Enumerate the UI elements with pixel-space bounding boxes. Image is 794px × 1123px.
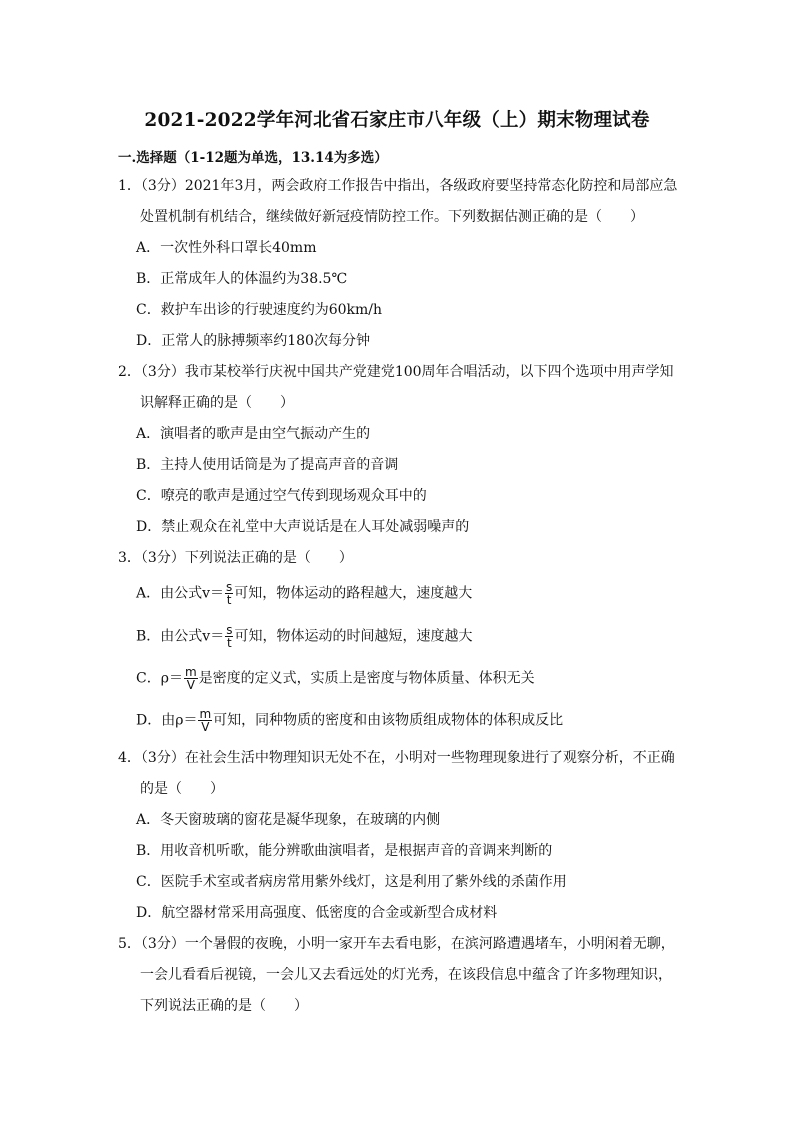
question-4-option-a: A．冬天窗玻璃的窗花是凝华现象，在玻璃的内侧 [136, 812, 441, 828]
option-b-prefix: B．由公式v＝ [136, 628, 225, 645]
fraction-denominator: V [201, 720, 210, 734]
question-1-option-c: C．救护车出诊的行驶速度约为60km/h [136, 302, 383, 318]
question-4-option-b: B．用收音机听歌，能分辨歌曲演唱者，是根据声音的音调来判断的 [136, 843, 553, 859]
question-1-stem-line-2: 处置机制有机结合，继续做好新冠疫情防控工作。下列数据估测正确的是（ ） [140, 209, 644, 225]
option-d-prefix: D．由ρ＝ [136, 712, 198, 729]
question-4-option-d: D．航空器材常采用高强度、低密度的合金或新型合成材料 [136, 905, 498, 921]
fraction-numerator: s [226, 580, 233, 594]
question-2-option-d: D．禁止观众在礼堂中大声说话是在人耳处减弱噪声的 [136, 519, 470, 535]
question-1-option-d: D．正常人的脉搏频率约180次每分钟 [136, 333, 370, 349]
question-5-stem-line-2: 一会儿看看后视镜，一会儿又去看远处的灯光秀，在该段信息中蕴含了许多物理知识， [140, 967, 672, 983]
exam-title: 2021-2022学年河北省石家庄市八年级（上）期末物理试卷 [144, 110, 650, 131]
question-3-stem: 3．（3分）下列说法正确的是（ ） [118, 550, 353, 566]
option-c-prefix: C．ρ＝ [136, 670, 183, 687]
question-2-option-a: A．演唱者的歌声是由空气振动产生的 [136, 426, 371, 442]
question-5-stem-line-3: 下列说法正确的是（ ） [140, 998, 308, 1014]
question-4-stem-line-2: 的是（ ） [140, 781, 224, 797]
fraction-m-over-v [184, 666, 198, 691]
fraction-m-over-v [198, 708, 212, 733]
fraction-s-over-t [225, 624, 233, 649]
option-b-text: 可知，物体运动的时间越短，速度越大 [234, 628, 473, 645]
question-4-option-c: C．医院手术室或者病房常用紫外线灯，这是利用了紫外线的杀菌作用 [136, 874, 567, 890]
question-3-option-a [136, 581, 472, 606]
question-2-option-c: C．嘹亮的歌声是通过空气传到现场观众耳中的 [136, 488, 427, 504]
question-5-stem-line-1: 5．（3分）一个暑假的夜晚，小明一家开车去看电影，在滨河路遭遇堵车，小明闲着无聊， [118, 936, 675, 952]
fraction-denominator: V [186, 678, 195, 692]
fraction-numerator: m [199, 707, 212, 721]
question-1-option-b: B．正常成年人的体温约为38.5℃ [136, 271, 348, 287]
fraction-denominator: t [226, 636, 232, 650]
question-2-option-b: B．主持人使用话筒是为了提高声音的音调 [136, 457, 399, 473]
fraction-numerator: s [226, 623, 233, 637]
question-3-option-b [136, 624, 472, 649]
option-c-text: 是密度的定义式，实质上是密度与物体质量、体积无关 [198, 670, 535, 687]
option-a-text: 可知，物体运动的路程越大，速度越大 [234, 585, 473, 602]
question-4-stem-line-1: 4．（3分）在社会生活中物理知识无处不在，小明对一些物理现象进行了观察分析，不正确 [118, 750, 675, 766]
section-heading: 一.选择题（1-12题为单选，13.14为多选） [118, 150, 388, 166]
option-d-text: 可知，同种物质的密度和由该物质组成物体的体积成反比 [213, 712, 564, 729]
option-a-prefix: A．由公式v＝ [136, 585, 225, 602]
question-1-stem-line-1: 1．（3分）2021年3月，两会政府工作报告中指出，各级政府要坚持常态化防控和局部应急 [118, 178, 678, 194]
fraction-denominator: t [226, 593, 232, 607]
question-1-option-a: A．一次性外科口罩长40mm [136, 240, 317, 256]
question-3-option-d [136, 708, 563, 733]
fraction-s-over-t [225, 581, 233, 606]
question-2-stem-line-1: 2．（3分）我市某校举行庆祝中国共产党建党100周年合唱活动，以下四个选项中用声学知 [118, 364, 674, 380]
question-3-option-c [136, 666, 535, 691]
question-2-stem-line-2: 识解释正确的是（ ） [140, 395, 294, 411]
fraction-numerator: m [184, 665, 197, 679]
